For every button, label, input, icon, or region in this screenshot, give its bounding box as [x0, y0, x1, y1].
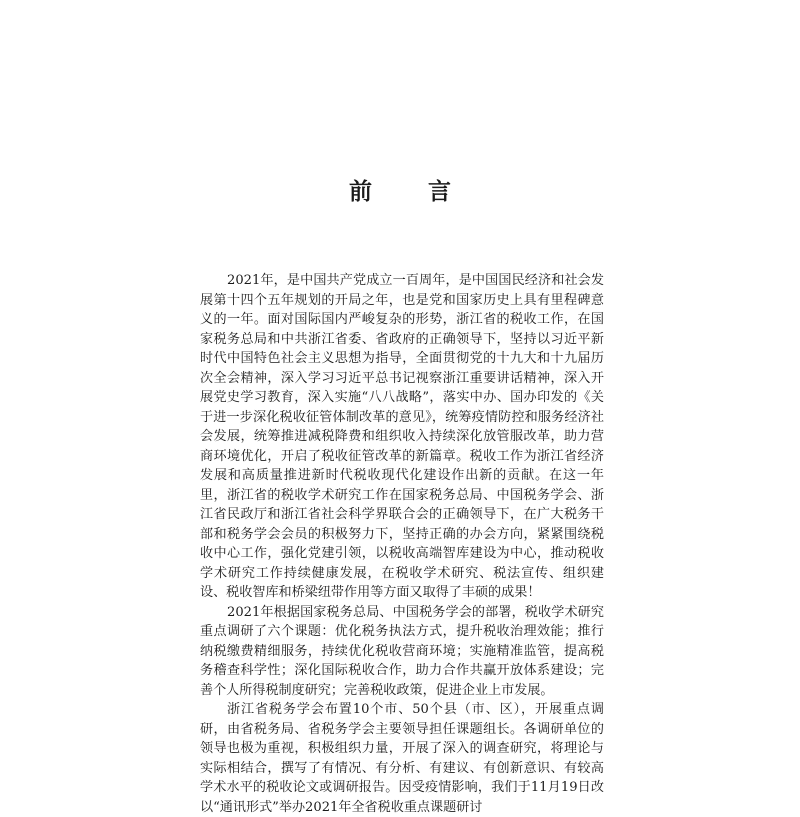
body-text: [200, 271, 604, 817]
paragraph-society-arrangement: 浙江省税务学会布置10个市、50个县（市、区），开展重点调研，由省税务局、省税务学会主要领导担任课题组长。各调研单位的领导也极为重视，积极组织力量，开展了深入的调查研究，将理论与实际相结合，撰写了有情况、有分析、有建议、有创新意识、有较高学术水平的税收论文或调研报告。因受疫情影响，我们于11月19日改以“通讯形式”举办2021年全省税收重点课题研讨: [200, 702, 604, 815]
paragraph-intro: 2021年，是中国共产党成立一百周年，是中国国民经济和社会发展第十四个五年规划的开局之年，也是党和国家历史上具有里程碑意义的一年。面对国际国内严峻复杂的形势，浙江省的税收工作，在国家税务总局和中共浙江省委、省政府的正确领导下，坚持以习近平新时代中国特色社会主义思想为指导，全面贯彻党的十九大和十九届历次全会精神，深入学习习近平总书记视察浙江重要讲话精神，深入开展党史学习教育，深入实施“八八战略”，落实中办、国办印发的《关于进一步深化税收征管体制改革的意见》，统筹疫情防控和服务经济社会发展，统筹推进减税降费和组织收入持续深化放管服改革，助力营商环境优化，开启了税收征管改革的新篇章。税收工作为浙江省经济发展和高质量推进新时代税收现代化建设作出新的贡献。在这一年里，浙江省的税收学术研究工作在国家税务总局、中国税务学会、浙江省民政厅和浙江省社会科学界联合会的正确领导下，在广大税务干部和税务学会会员的积极努力下，坚持正确的办会方向，紧紧围绕税收中心工作，强化党建引领，以税收高端智库建设为中心，推动税收学术研究工作持续健康发展，在税收学术研究、税法宣传、组织建设、税收智库和桥梁纽带作用等方面又取得了丰硕的成果！: [200, 273, 604, 600]
page-title: 前 言: [348, 179, 475, 205]
paragraph-research-topics: 2021年根据国家税务总局、中国税务学会的部署，税收学术研究重点调研了六个课题：优化税务执法方式，提升税收治理效能；推行纳税缴费精细服务，持续优化税收营商环境；实施精准监管，提高税务稽查科学性；深化国际税收合作，助力合作共赢开放体系建设；完善个人所得税制度研究；完善税收政策，促进企业上市发展。: [200, 604, 604, 698]
